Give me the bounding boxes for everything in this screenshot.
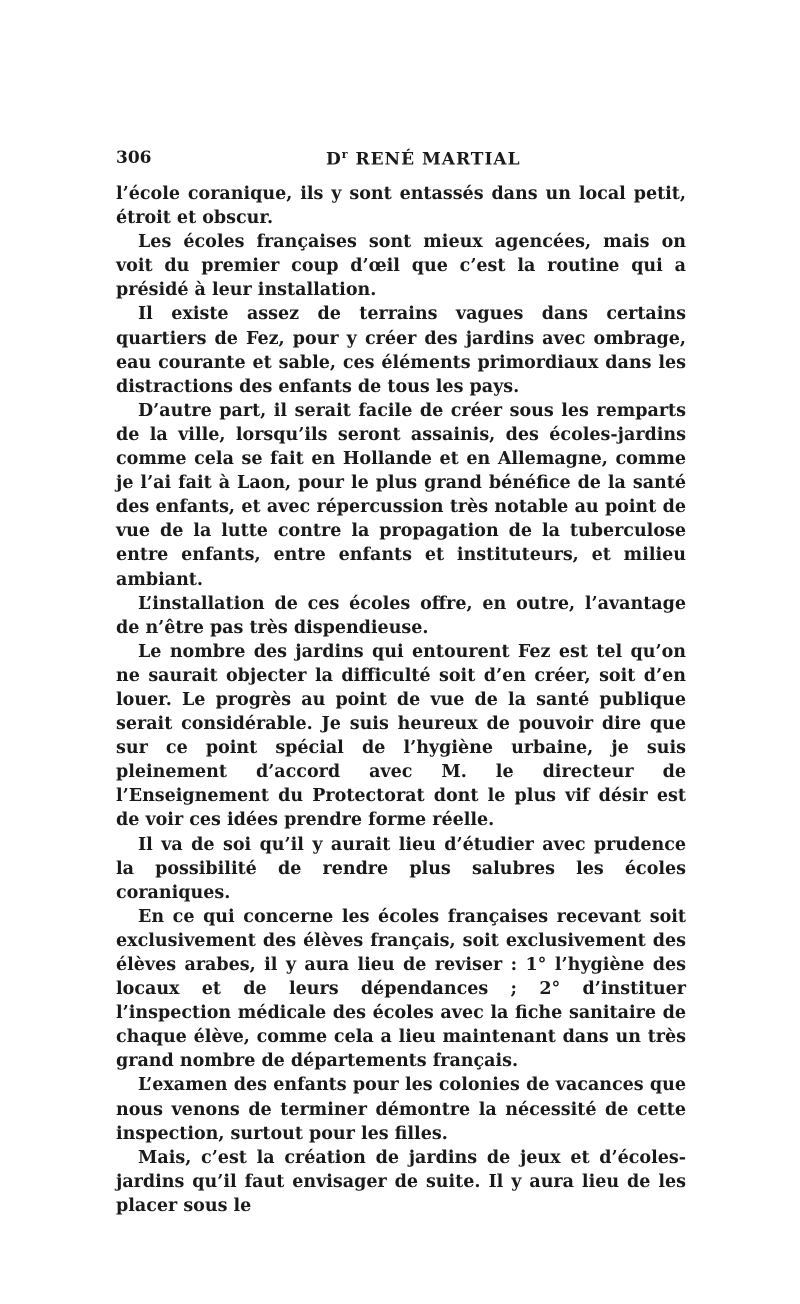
paragraph: En ce qui concerne les écoles françaises recevant soit exclusivement des élèves français, soit exclusivement des élèves arabes, il y aura lieu de reviser : 1° l’hygiène des locaux et de leurs dépendances ; 2° d’instituer l’inspection médicale des écoles avec la fiche sanitaire de chaque élève, comme cela a lieu maintenant dans un très grand nombre de départements français. (116, 906, 686, 1072)
paragraph: L’installation de ces écoles offre, en outre, l’avantage de n’être pas très dispendieuse. (116, 593, 686, 638)
page-number: 306 (116, 148, 152, 168)
paragraph: Il va de soi qu’il y aurait lieu d’étudier avec prudence la possibilité de rendre plus salubres les écoles coraniques. (116, 834, 686, 903)
author-prefix: D (326, 149, 342, 170)
paragraph: Le nombre des jardins qui entourent Fez est tel qu’on ne saurait objecter la difficulté soit d’en créer, soit d’en louer. Le progrès au point de vue de la santé publique serait considérable. Je suis heureux de pouvoir dire que sur ce point spécial de l’hygiène urbaine, je suis pleinement d’accord avec M. le directeur de l’Enseignement du Protectorat dont le plus vif désir est de voir ces idées prendre forme réelle. (116, 641, 686, 831)
paragraph: l’école coranique, ils y sont entassés dans un local petit, étroit et obscur. (116, 184, 686, 229)
paragraph: Les écoles françaises sont mieux agencées, mais on voit du premier coup d’œil que c’est la routine qui a présidé à leur installation. (116, 232, 686, 301)
paragraph: Il existe assez de terrains vagues dans certains quartiers de Fez, pour y créer des jardins avec ombrage, eau courante et sable, ces éléments primordiaux dans les distractions des enfants de tous les pays. (116, 304, 686, 397)
author-name: RENÉ MARTIAL (355, 149, 521, 170)
page-header (116, 146, 686, 174)
author-prefix-sup: r (341, 148, 349, 161)
paragraph: D’autre part, il serait facile de créer sous les remparts de la ville, lorsqu’ils seront assainis, des écoles-jardins comme cela se fait en Hollande et en Allemagne, comme je l’ai fait à Laon, pour le plus grand bénéfice de la santé des enfants, et avec répercussion très notable au point de vue de la lutte contre la propagation de la tuberculose entre enfants, entre enfants et instituteurs, et milieu ambiant. (116, 400, 686, 590)
body-text (116, 182, 686, 1218)
paragraph: Mais, c’est la création de jardins de jeux et d’écoles-jardins qu’il faut envisager de suite. Il y aura lieu de les placer sous le (116, 1147, 686, 1216)
paragraph: L’examen des enfants pour les colonies de vacances que nous venons de terminer démontre la nécessité de cette inspection, surtout pour les filles. (116, 1075, 686, 1144)
running-head (326, 148, 521, 170)
